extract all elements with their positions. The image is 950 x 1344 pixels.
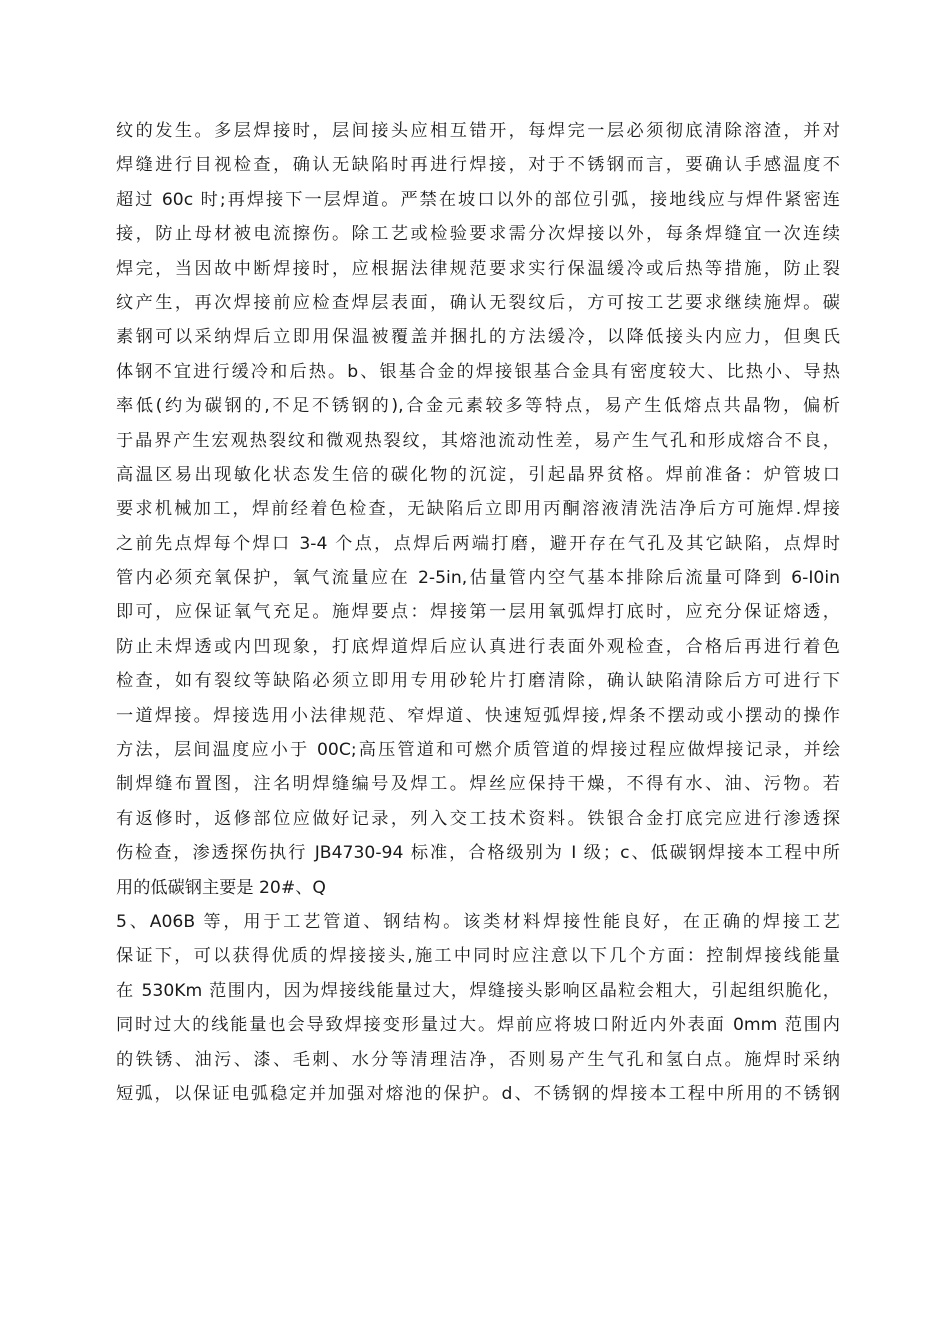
body-text xyxy=(116,114,840,1111)
text-line: 一道焊接。焊接选用小法律规范、窄焊道、快速短弧焊接,焊条不摆动或小摆动的操作 xyxy=(116,705,840,726)
text-line: 5、A06B 等，用于工艺管道、钢结构。该类材料焊接性能良好，在正确的焊接工艺 xyxy=(116,911,840,932)
text-line: 高温区易出现敏化状态发生倍的碳化物的沉淀，引起晶界贫格。焊前准备：炉管坡口 xyxy=(116,464,840,485)
text-line: 检查，如有裂纹等缺陷必须立即用专用砂轮片打磨清除，确认缺陷清除后方可进行下 xyxy=(116,671,840,692)
text-line: 纹的发生。多层焊接时，层间接头应相互错开，每焊完一层必须彻底清除溶渣，并对 xyxy=(116,121,840,141)
text-line: 率低(约为碳钢的,不足不锈钢的),合金元素较多等特点，易产生低熔点共晶物，偏析 xyxy=(116,396,840,417)
text-line: 保证下，可以获得优质的焊接接头,施工中同时应注意以下几个方面：控制焊接线能量 xyxy=(116,946,840,967)
text-line: 防止未焊透或内凹现象，打底焊道焊后应认真进行表面外观检查，合格后再进行着色 xyxy=(116,636,840,657)
text-line: 有返修时，返修部位应做好记录，列入交工技术资料。铁银合金打底完应进行渗透探 xyxy=(116,808,840,829)
text-line: 在 530Km 范围内，因为焊接线能量过大，焊缝接头影响区晶粒会粗大，引起组织脆化， xyxy=(116,980,840,1001)
text-line: 短弧，以保证电弧稳定并加强对熔池的保护。d、不锈钢的焊接本工程中所用的不锈钢 xyxy=(116,1083,840,1104)
text-line: 纹产生，再次焊接前应检查焊层表面，确认无裂纹后，方可按工艺要求继续施焊。碳 xyxy=(116,292,840,313)
text-line: 即可，应保证氧气充足。施焊要点：焊接第一层用氧弧焊打底时，应充分保证熔透， xyxy=(116,602,840,623)
text-line: 的铁锈、油污、漆、毛刺、水分等清理洁净，否则易产生气孔和氢白点。施焊时采纳 xyxy=(116,1049,840,1070)
text-line: 之前先点焊每个焊口 3-4 个点，点焊后两端打磨，避开存在气孔及其它缺陷，点焊时 xyxy=(116,533,840,554)
text-line: 管内必须充氧保护，氧气流量应在 2-5in,估量管内空气基本排除后流量可降到 6-I0in xyxy=(116,568,840,589)
text-line: 超过 60c 时;再焊接下一层焊道。严禁在坡口以外的部位引弧，接地线应与焊件紧密连 xyxy=(116,189,840,210)
text-line: 体钢不宜进行缓冷和后热。b、银基合金的焊接银基合金具有密度较大、比热小、导热 xyxy=(116,361,840,382)
text-line: 焊完，当因故中断焊接时，应根据法律规范要求实行保温缓冷或后热等措施，防止裂 xyxy=(116,258,840,279)
text-line: 素钢可以采纳焊后立即用保温被覆盖并捆扎的方法缓冷，以降低接头内应力，但奥氏 xyxy=(116,327,840,348)
text-line: 要求机械加工，焊前经着色检查，无缺陷后立即用丙酮溶液清洗洁净后方可施焊.焊接 xyxy=(116,499,840,520)
text-line: 用的低碳钢主要是 20#、Q xyxy=(116,877,326,898)
text-line: 同时过大的线能量也会导致焊接变形量过大。焊前应将坡口附近内外表面 0mm 范围内 xyxy=(116,1015,840,1036)
text-line: 制焊缝布置图，注名明焊缝编号及焊工。焊丝应保持干燥，不得有水、油、污物。若 xyxy=(116,774,840,795)
text-line: 接，防止母材被电流擦伤。除工艺或检验要求需分次焊接以外，每条焊缝宜一次连续 xyxy=(116,224,840,245)
text-line: 于晶界产生宏观热裂纹和微观热裂纹，其熔池流动性差，易产生气孔和形成熔合不良， xyxy=(116,430,840,451)
text-line: 方法，层间温度应小于 00C;高压管道和可燃介质管道的焊接过程应做焊接记录，并绘 xyxy=(116,740,840,761)
text-line: 焊缝进行目视检查，确认无缺陷时再进行焊接，对于不锈钢而言，要确认手感温度不 xyxy=(116,155,840,176)
text-line: 伤检查，渗透探伤执行 JB4730-94 标准，合格级别为 I 级；c、低碳钢焊接本工程中所 xyxy=(116,843,840,864)
